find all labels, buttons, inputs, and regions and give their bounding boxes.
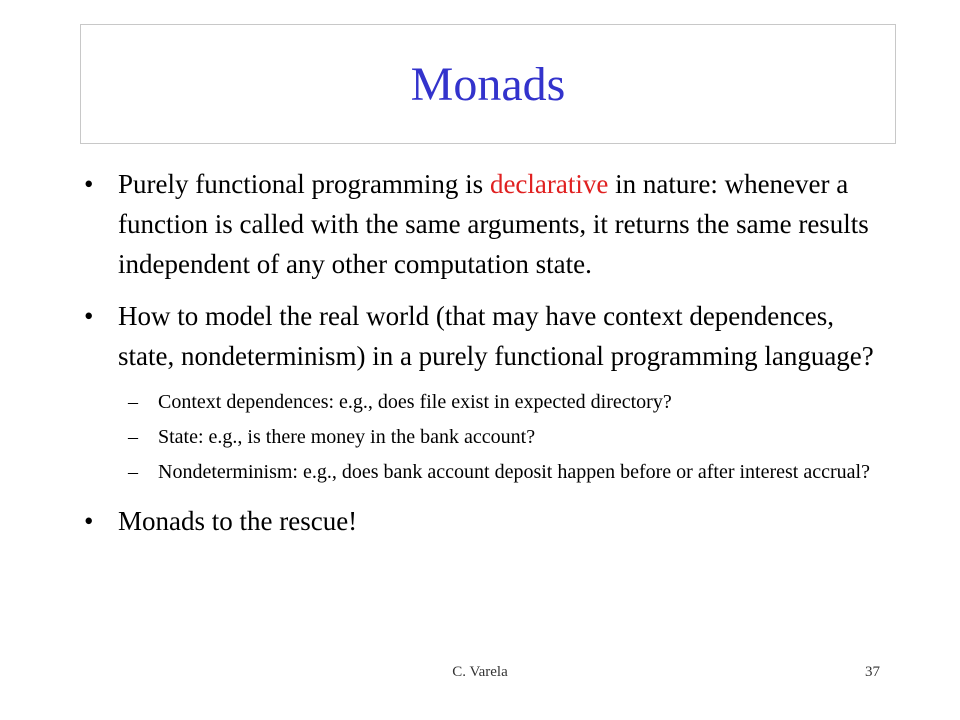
sub-bullet-nondeterminism <box>80 458 890 487</box>
slide-content <box>80 164 890 553</box>
bullet-real-world <box>80 296 890 376</box>
sub-bullet-text: Context dependences: e.g., does file exist in expected directory? <box>158 391 672 413</box>
bullet-text-after: in nature: whenever a function is called with the same arguments, it returns the same results independent of any other computation state. <box>118 169 869 279</box>
sub-bullet-text: Nondeterminism: e.g., does bank account deposit happen before or after interest accrual? <box>158 461 870 483</box>
highlight-declarative: declarative <box>489 169 609 199</box>
footer-page-number: 37 <box>865 664 880 680</box>
bullet-marker: • <box>84 301 94 331</box>
bullet-text: Monads to the rescue! <box>118 506 358 536</box>
bullet-monads-rescue <box>80 501 890 541</box>
footer-author: C. Varela <box>452 664 508 680</box>
sub-bullet-marker: – <box>128 391 138 413</box>
bullet-declarative <box>80 164 890 284</box>
title-box <box>80 24 896 144</box>
sub-bullet-list <box>80 388 890 487</box>
sub-bullet-marker: – <box>128 461 138 483</box>
sub-bullet-text: State: e.g., is there money in the bank account? <box>158 426 536 448</box>
sub-bullet-context <box>80 388 890 417</box>
bullet-marker: • <box>84 506 94 536</box>
bullet-marker: • <box>84 169 94 199</box>
slide-title: Monads <box>410 57 566 111</box>
sub-bullet-marker: – <box>128 426 138 448</box>
bullet-text: How to model the real world (that may have context dependences, state, nondeterminism) in a purely functional programming language? <box>118 301 874 371</box>
sub-bullet-state <box>80 423 890 452</box>
bullet-text-before: Purely functional programming is <box>118 169 490 199</box>
